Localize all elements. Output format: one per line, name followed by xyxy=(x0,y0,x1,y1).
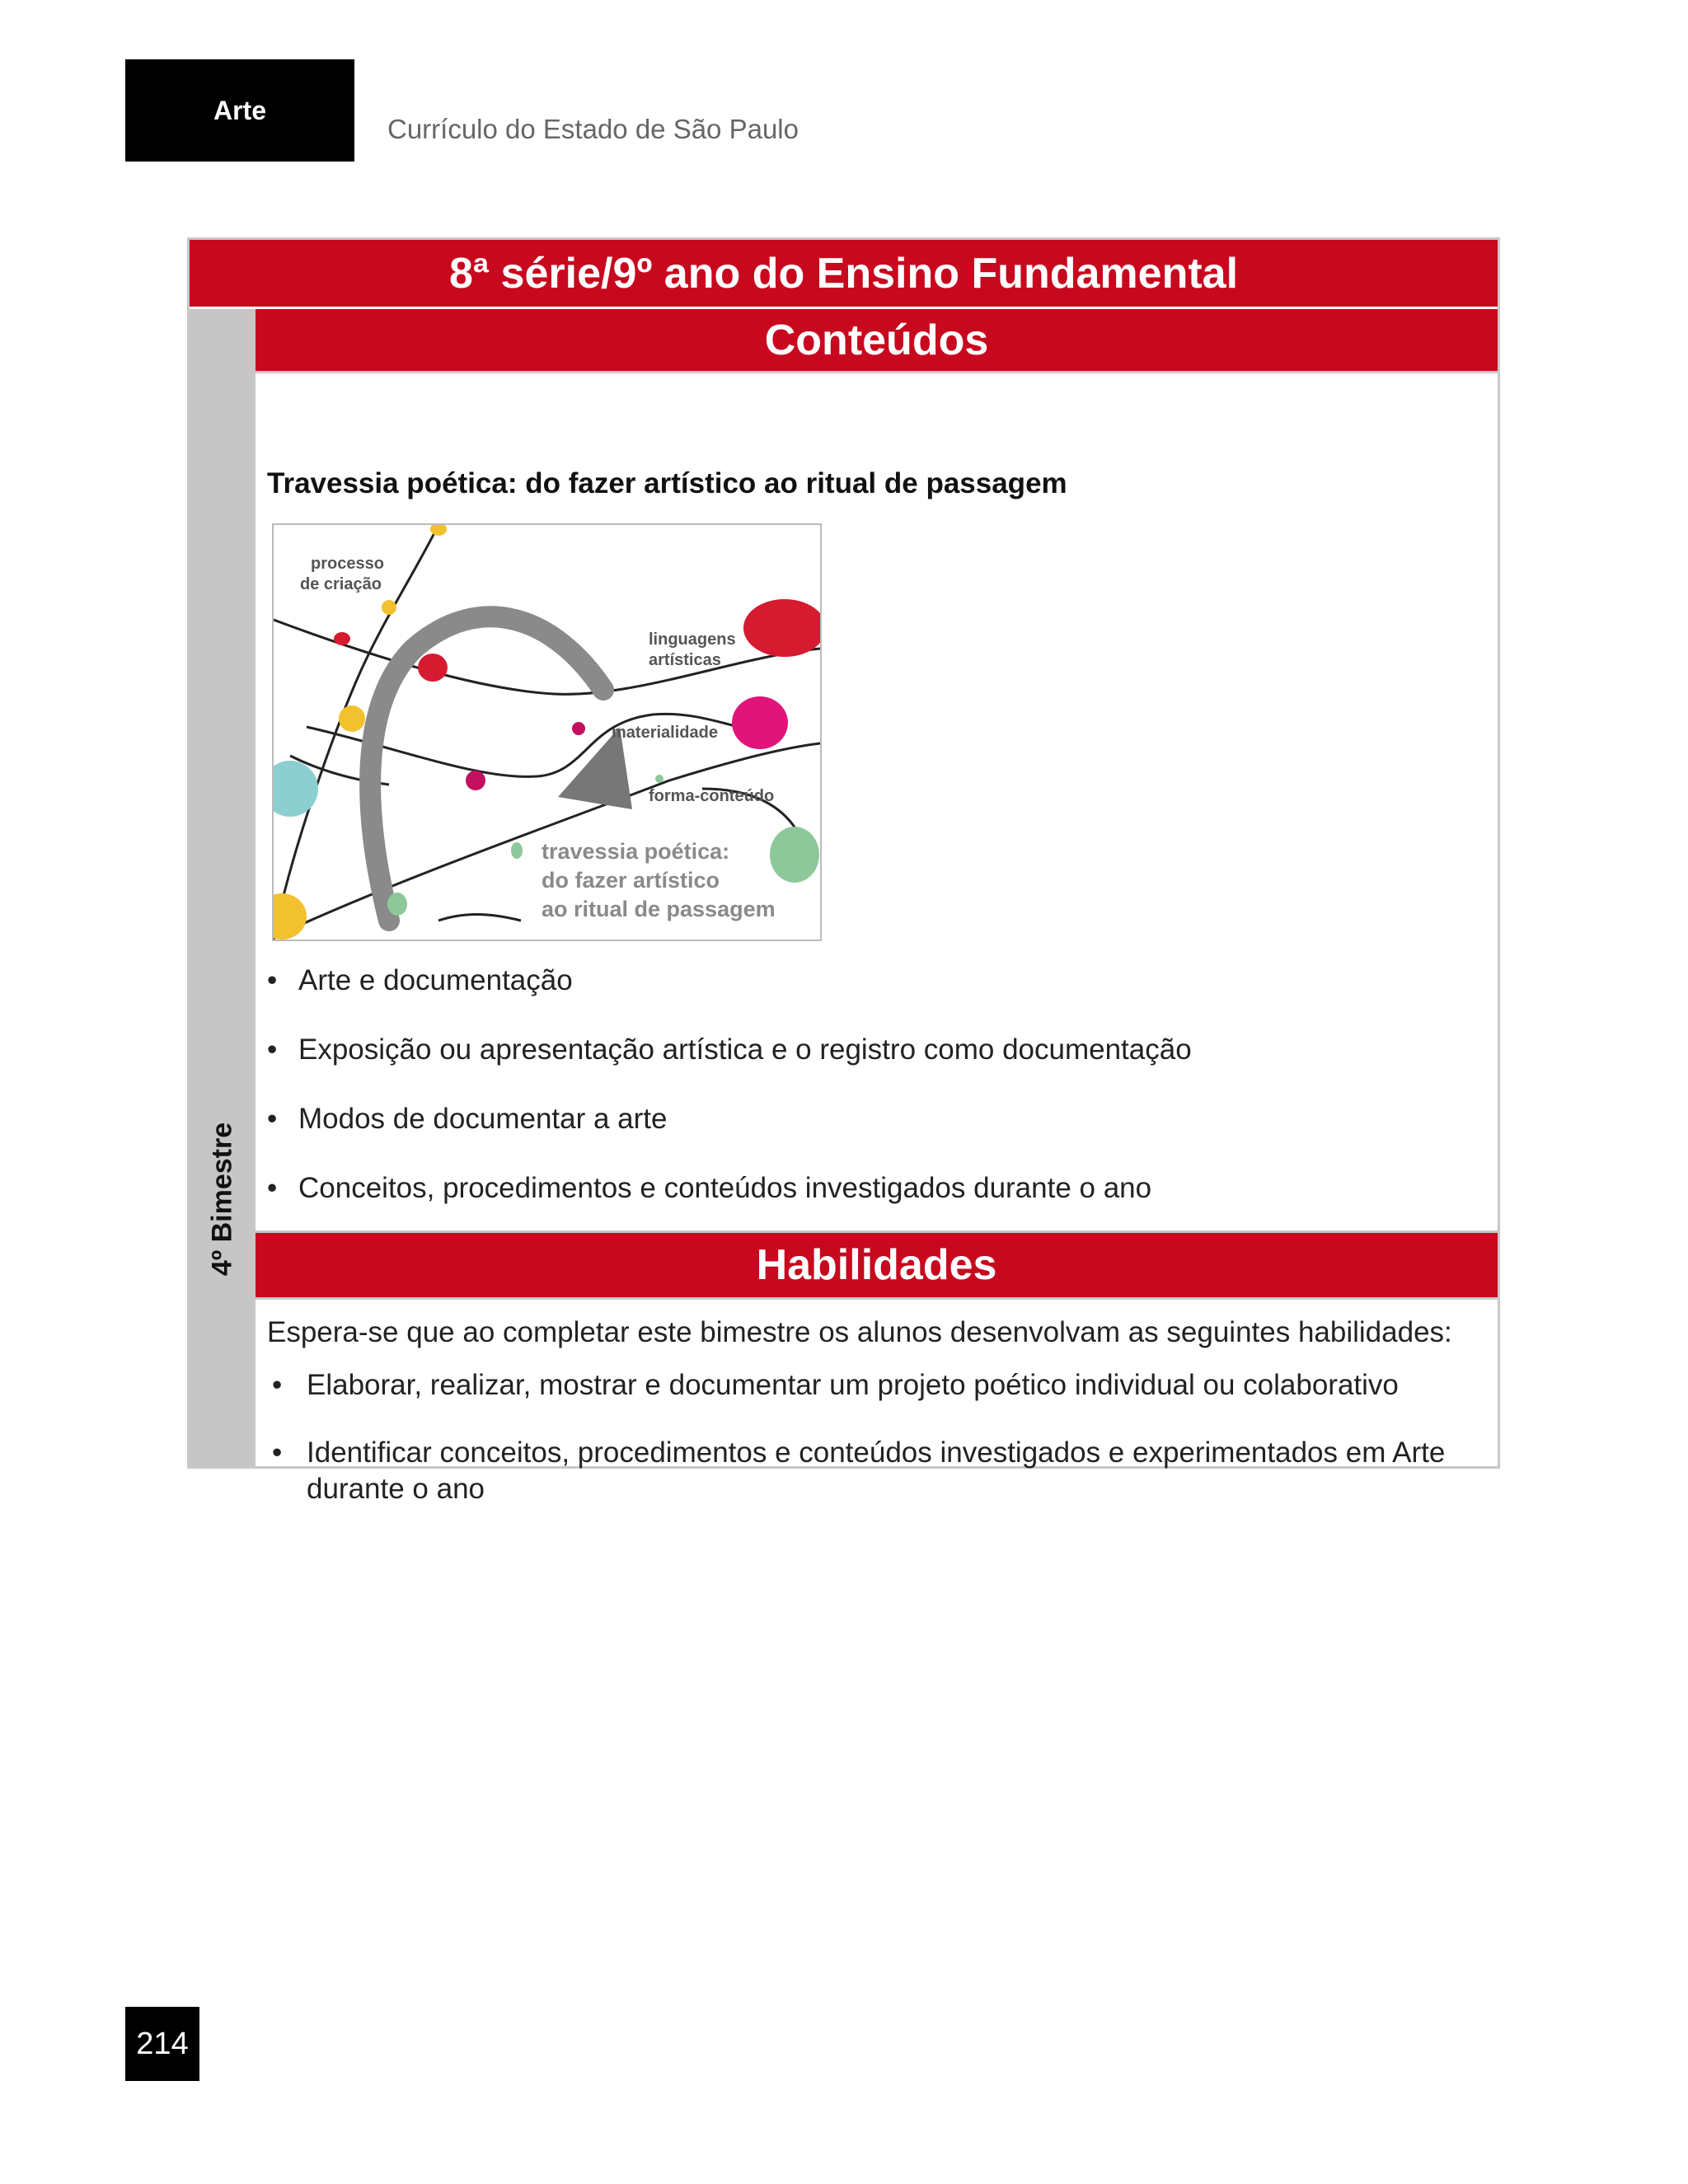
list-item: • Exposição ou apresentação artística e o registro como documentação xyxy=(267,1033,1192,1103)
diagram-label-linguagens: linguagens xyxy=(649,630,736,649)
bimester-strip xyxy=(190,309,256,1466)
bimester-label: 4º Bimestre xyxy=(206,1122,238,1277)
curriculum-card xyxy=(187,237,1500,1505)
list-item: • Elaborar, realizar, mostrar e documentar um projeto poético individual ou colaborativo xyxy=(267,1367,1479,1404)
diagram-label-materialidade: materialidade xyxy=(612,724,718,742)
list-item: • Modos de documentar a arte xyxy=(267,1103,1192,1172)
content-list xyxy=(267,964,1192,1241)
diagram-svg xyxy=(274,525,820,940)
running-header: Currículo do Estado de São Paulo xyxy=(387,114,799,144)
habilidades-heading: Habilidades xyxy=(256,1230,1498,1300)
diagram-label-de-criacao: de criação xyxy=(300,575,382,593)
list-item: • Identificar conceitos, procedimentos e conteúdos investigados e experimentados em Arte durante o ano xyxy=(267,1435,1479,1507)
diagram-label-processo: processo xyxy=(311,555,384,573)
list-item: • Conceitos, procedimentos e conteúdos investigados durante o ano xyxy=(267,1172,1192,1241)
skills-list xyxy=(267,1367,1479,1539)
diagram-caption-line-3: ao ritual de passagem xyxy=(542,897,776,921)
travessia-diagram xyxy=(272,523,822,941)
diagram-caption-line-2: do fazer artístico xyxy=(542,868,720,893)
diagram-caption-line-1: travessia poética: xyxy=(542,839,730,864)
grade-header: 8ª série/9º ano do Ensino Fundamental xyxy=(190,240,1498,309)
subject-label: Arte xyxy=(213,95,266,125)
list-item: • Arte e documentação xyxy=(267,964,1192,1033)
conteudos-heading: Conteúdos xyxy=(256,309,1498,373)
content-title: Travessia poética: do fazer artístico ao ritual de passagem xyxy=(267,467,1067,499)
subject-tab xyxy=(125,59,354,162)
diagram-label-forma-conteudo: forma-conteúdo xyxy=(649,787,775,805)
page-number: 214 xyxy=(125,2007,199,2081)
content-area xyxy=(256,309,1498,1505)
diagram-label-artisticas: artísticas xyxy=(649,651,721,669)
skills-intro: Espera-se que ao completar este bimestre os alunos desenvolvam as seguintes habilidades: xyxy=(267,1316,1452,1348)
